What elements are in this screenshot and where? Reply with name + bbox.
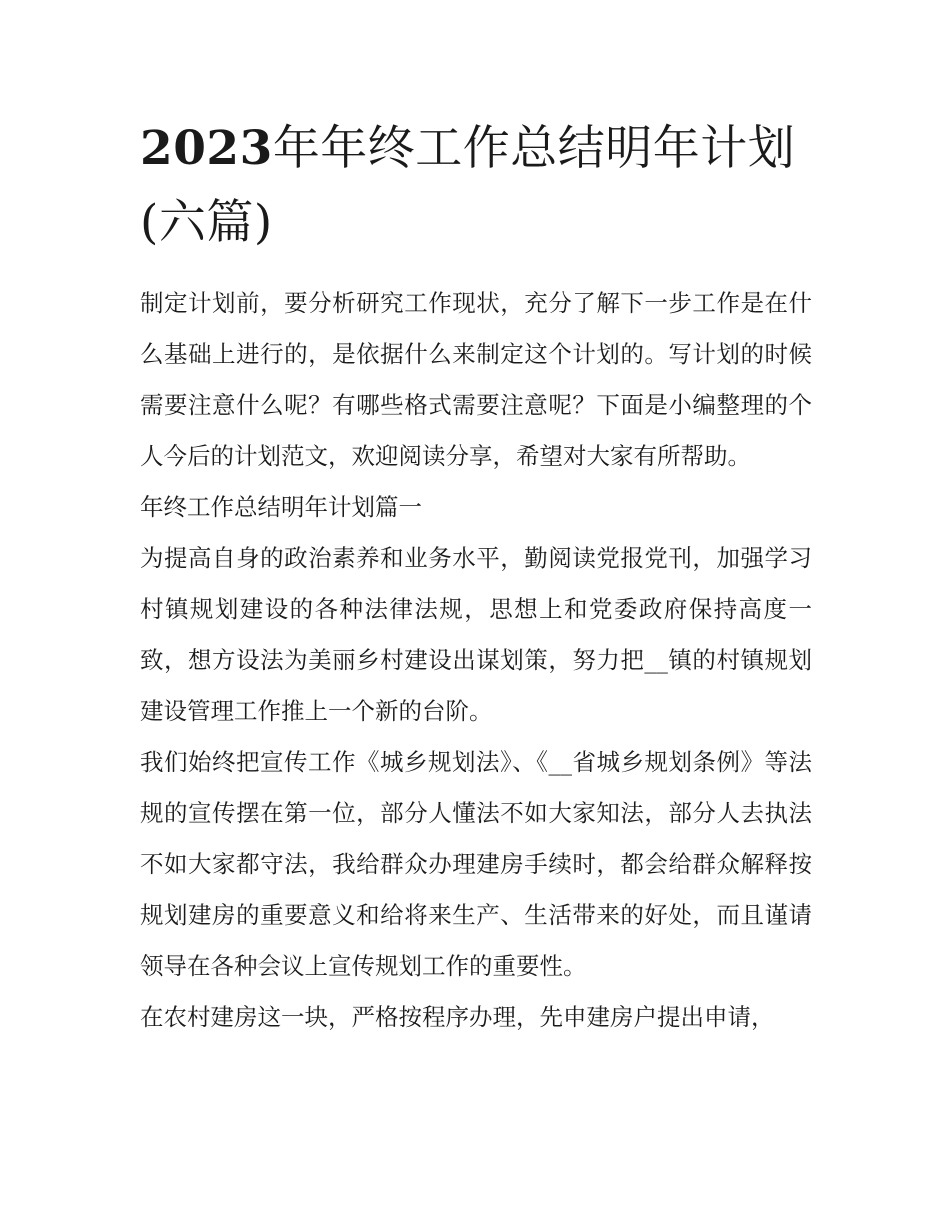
intro-paragraph: 制定计划前，要分析研究工作现状，充分了解下一步工作是在什么基础上进行的，是依据什么来制定这个计划的。写计划的时候需要注意什么呢？有哪些格式需要注意呢？下面是小编整理的个人今后的计划范文，欢迎阅读分享，希望对大家有所帮助。	[140, 289, 812, 470]
title-year: 2023	[140, 121, 273, 176]
title-text: 年年终工作总结明年计划(六篇)	[140, 121, 796, 250]
body-paragraph: 我们始终把宣传工作《城乡规划法》、《__省城乡规划条例》等法规的宣传摆在第一位，部分人懂法不如大家知法，部分人去执法不如大家都守法，我给群众办理建房手续时，都会给群众解释按规划建房的重要意义和给将来生产、生活带来的好处，而且谨请领导在各种会议上宣传规划工作的重要性。	[140, 748, 812, 980]
section-heading: 年终工作总结明年计划篇一	[140, 493, 422, 521]
document-body	[140, 278, 812, 1043]
document-page	[140, 112, 812, 1043]
document-title	[140, 112, 812, 260]
body-paragraph: 在农村建房这一块，严格按程序办理，先申建房户提出申请，	[140, 1003, 775, 1031]
body-paragraph: 为提高自身的政治素养和业务水平，勤阅读党报党刊，加强学习村镇规划建设的各种法律法规，思想上和党委政府保持高度一致，想方设法为美丽乡村建设出谋划策，努力把__镇的村镇规划建设管理工作推上一个新的台阶。	[140, 544, 812, 725]
